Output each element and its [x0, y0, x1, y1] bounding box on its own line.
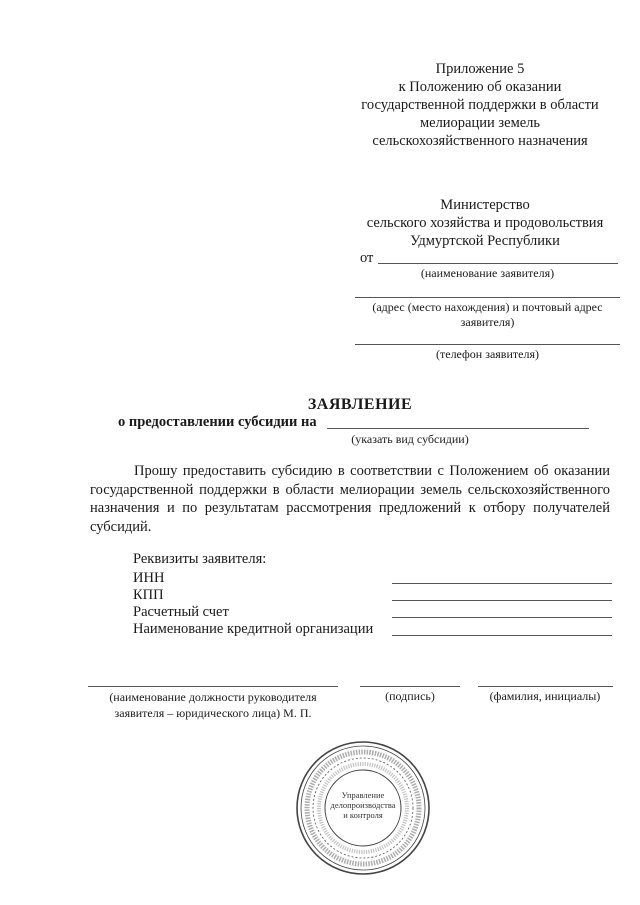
kpp-label: КПП	[133, 587, 164, 603]
addressee-block	[345, 196, 625, 250]
document-subtitle: о предоставлении субсидии на	[118, 414, 317, 430]
addressee-line: Министерство	[440, 197, 530, 213]
bank-label: Наименование кредитной организации	[133, 621, 374, 637]
appendix-line: мелиорации земель	[419, 115, 541, 131]
sign-line[interactable]	[360, 686, 460, 687]
inn-label: ИНН	[133, 570, 165, 586]
requisites-title: Реквизиты заявителя:	[133, 551, 267, 567]
appendix-line: к Положению об оказании	[398, 79, 562, 95]
sign-hint: (подпись)	[385, 689, 435, 703]
subsidy-type-line[interactable]	[327, 428, 589, 429]
phone-line[interactable]	[355, 344, 620, 345]
address-line[interactable]	[355, 297, 620, 298]
appendix-line: сельскохозяйственного назначения	[372, 133, 588, 149]
name-hint: (фамилия, инициалы)	[489, 689, 601, 703]
inn-field[interactable]	[392, 583, 612, 584]
addressee-line: сельского хозяйства и продовольствия	[366, 215, 604, 231]
position-line[interactable]	[88, 686, 338, 687]
stamp-center-text	[323, 790, 403, 820]
from-label: от	[360, 250, 374, 266]
appendix-header	[345, 60, 615, 150]
name-line[interactable]	[478, 686, 613, 687]
stamp-line: Управление	[341, 790, 385, 800]
kpp-field[interactable]	[392, 600, 612, 601]
appendix-line: Приложение 5	[435, 61, 525, 77]
account-field[interactable]	[392, 617, 612, 618]
bank-field[interactable]	[392, 635, 612, 636]
request-paragraph: Прошу предоставить субсидию в соответствии с Положением об оказании государственной поддержки в области мелиорации земель сельскохозяйственного назначения и по результатам рассмотрения предложений к отбору получателей субсидий.	[90, 463, 610, 535]
stamp-line: и контроля	[343, 810, 383, 820]
addressee-line: Удмуртской Республики	[410, 233, 560, 249]
address-hint: (адрес (место нахождения) и почтовый адрес заявителя)	[372, 300, 603, 329]
document-title: ЗАЯВЛЕНИЕ	[307, 396, 413, 413]
appendix-line: государственной поддержки в области	[361, 97, 599, 113]
stamp-line: делопроизводства	[330, 800, 396, 810]
subsidy-hint: (указать вид субсидии)	[351, 432, 469, 446]
phone-hint: (телефон заявителя)	[436, 347, 539, 361]
applicant-name-line[interactable]	[378, 263, 618, 264]
position-hint: (наименование должности руководителя заявителя – юридического лица) М. П.	[109, 690, 317, 720]
account-label: Расчетный счет	[133, 604, 229, 620]
official-stamp	[293, 738, 433, 878]
applicant-hint: (наименование заявителя)	[420, 266, 555, 280]
